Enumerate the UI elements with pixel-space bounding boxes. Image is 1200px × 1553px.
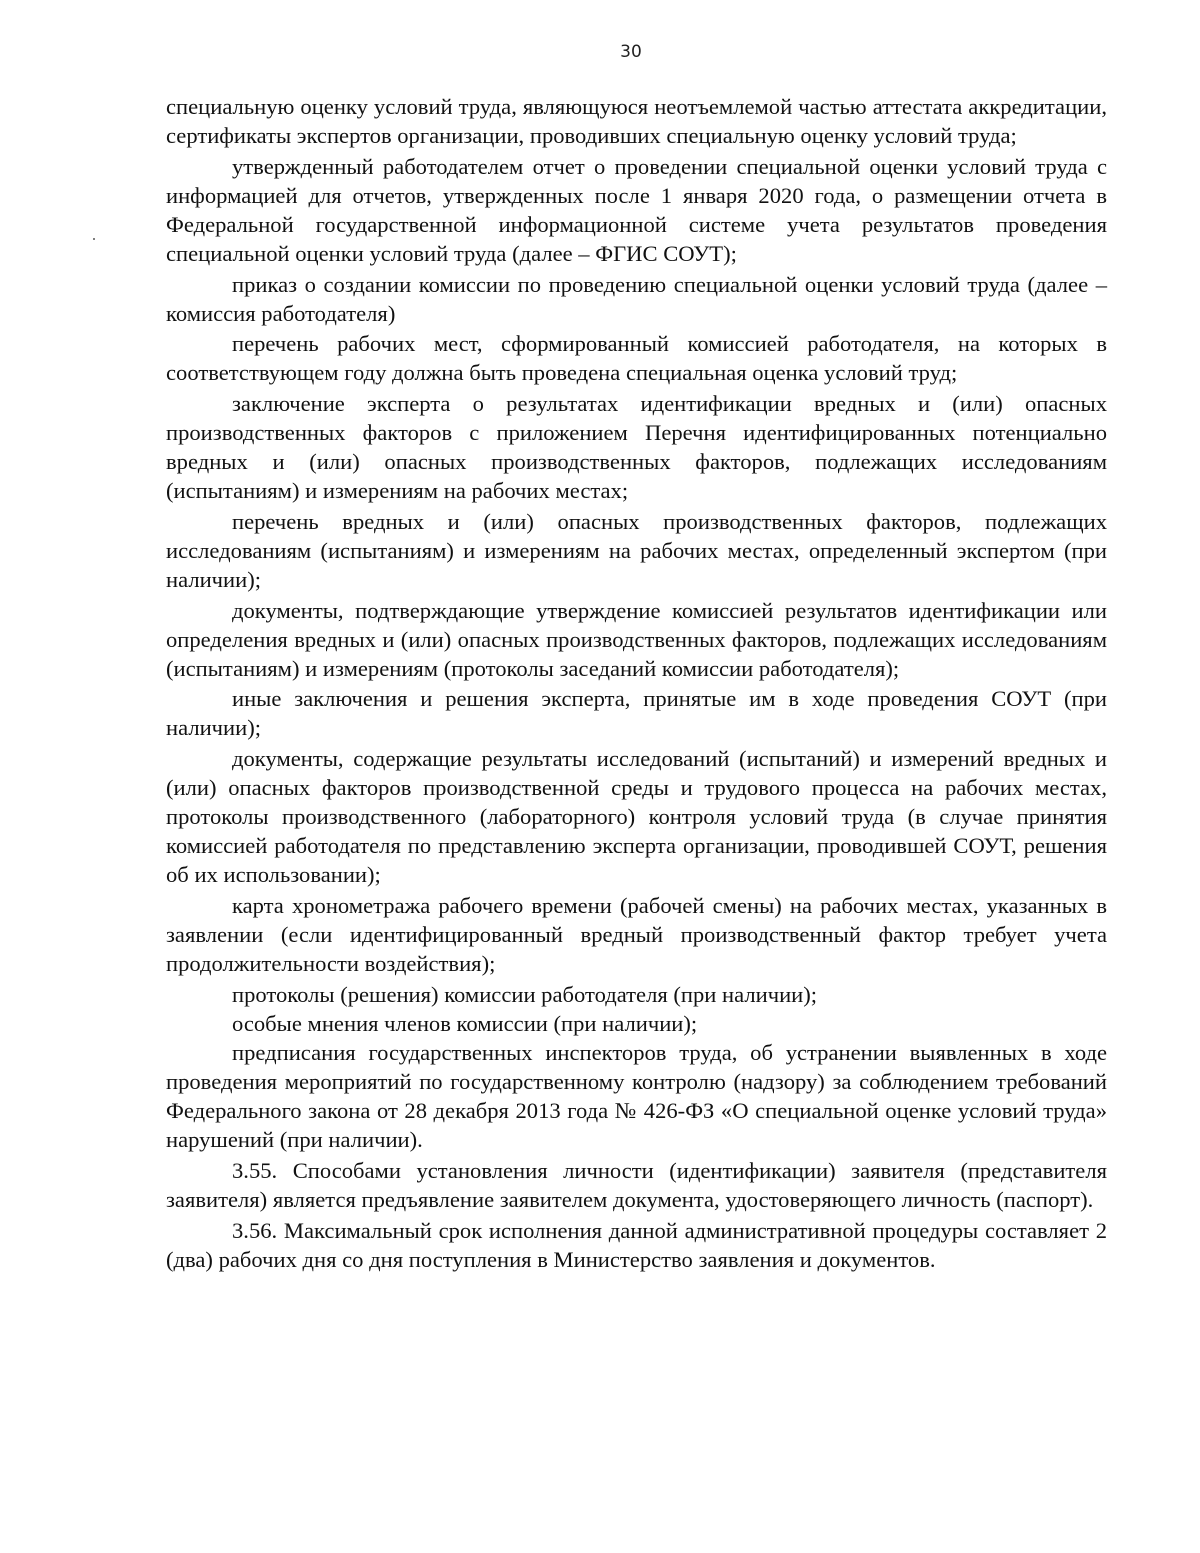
- paragraph-workplace-list: перечень рабочих мест, сформированный комиссией работодателя, на которых в соответствующем году должна быть проведена специальная оценка условий труд;: [166, 331, 1107, 386]
- paragraph-soout-accreditation: специальную оценку условий труда, являющуюся неотъемлемой частью аттестата аккредитации, сертификаты экспертов организации, проводивших специальную оценку условий труда;: [166, 94, 1107, 149]
- paragraph-research-results: документы, содержащие результаты исследований (испытаний) и измерений вредных и (или) опасных факторов производственной среды и трудового процесса на рабочих местах, протоколы производственного (лабораторного) контроля условий труда (в случае принятия комиссией работодателя по представлению эксперта организации, проводившей СОУТ, решения об их использовании);: [166, 746, 1107, 888]
- paragraph-commission-approval-docs: документы, подтверждающие утверждение комиссией результатов идентификации или определения вредных и (или) опасных производственных факторов, подлежащих исследованиям (испытаниям) и измерениям (протоколы заседаний комиссии работодателя);: [166, 597, 1107, 681]
- paragraph-commission-order: приказ о создании комиссии по проведению специальной оценки условий труда (далее – комиссия работодателя): [166, 271, 1107, 326]
- document-body: [166, 92, 1107, 1275]
- paragraph-harmful-factors-list: перечень вредных и (или) опасных производственных факторов, подлежащих исследованиям (испытаниям) и измерениям на рабочих местах, определенный экспертом (при наличии);: [166, 508, 1107, 592]
- paragraph-dissenting-opinions: особые мнения членов комиссии (при наличии);: [232, 1010, 698, 1036]
- paragraph-expert-conclusion: заключение эксперта о результатах идентификации вредных и (или) опасных производственных факторов с приложением Перечня идентифицированных потенциально вредных и (или) опасных производственных факторов, подлежащих исследованиям (испытаниям) и измерениям на рабочих местах;: [166, 390, 1107, 504]
- paragraph-commission-protocols: протоколы (решения) комиссии работодателя (при наличии);: [232, 981, 818, 1007]
- paragraph-3-56-deadline: 3.56. Максимальный срок исполнения данной административной процедуры составляет 2 (два) рабочих дня со дня поступления в Министерство заявления и документов.: [166, 1217, 1107, 1272]
- scan-artifact-dot: [93, 238, 95, 240]
- paragraph-employer-report: утвержденный работодателем отчет о проведении специальной оценки условий труда с информацией для отчетов, утвержденных после 1 января 2020 года, о размещении отчета в Федеральной государственной информационной системе учета результатов проведения специальной оценки условий труда (далее – ФГИС СОУТ);: [166, 153, 1107, 266]
- page-number: 30: [620, 42, 642, 62]
- paragraph-inspector-orders: предписания государственных инспекторов труда, об устранении выявленных в ходе проведения мероприятий по государственному контролю (надзору) за соблюдением требований Федерального закона от 28 декабря 2013 года № 426-ФЗ «О специальной оценке условий труда» нарушений (при наличии).: [166, 1040, 1107, 1153]
- paragraph-timing-card: карта хронометража рабочего времени (рабочей смены) на рабочих местах, указанных в заявлении (если идентифицированный вредный производственный фактор требует учета продолжительности воздействия);: [166, 893, 1107, 977]
- paragraph-3-55-identification: 3.55. Способами установления личности (идентификации) заявителя (представителя заявителя) является предъявление заявителем документа, удостоверяющего личность (паспорт).: [166, 1157, 1107, 1212]
- paragraph-other-expert-decisions: иные заключения и решения эксперта, принятые им в ходе проведения СОУТ (при наличии);: [166, 686, 1107, 741]
